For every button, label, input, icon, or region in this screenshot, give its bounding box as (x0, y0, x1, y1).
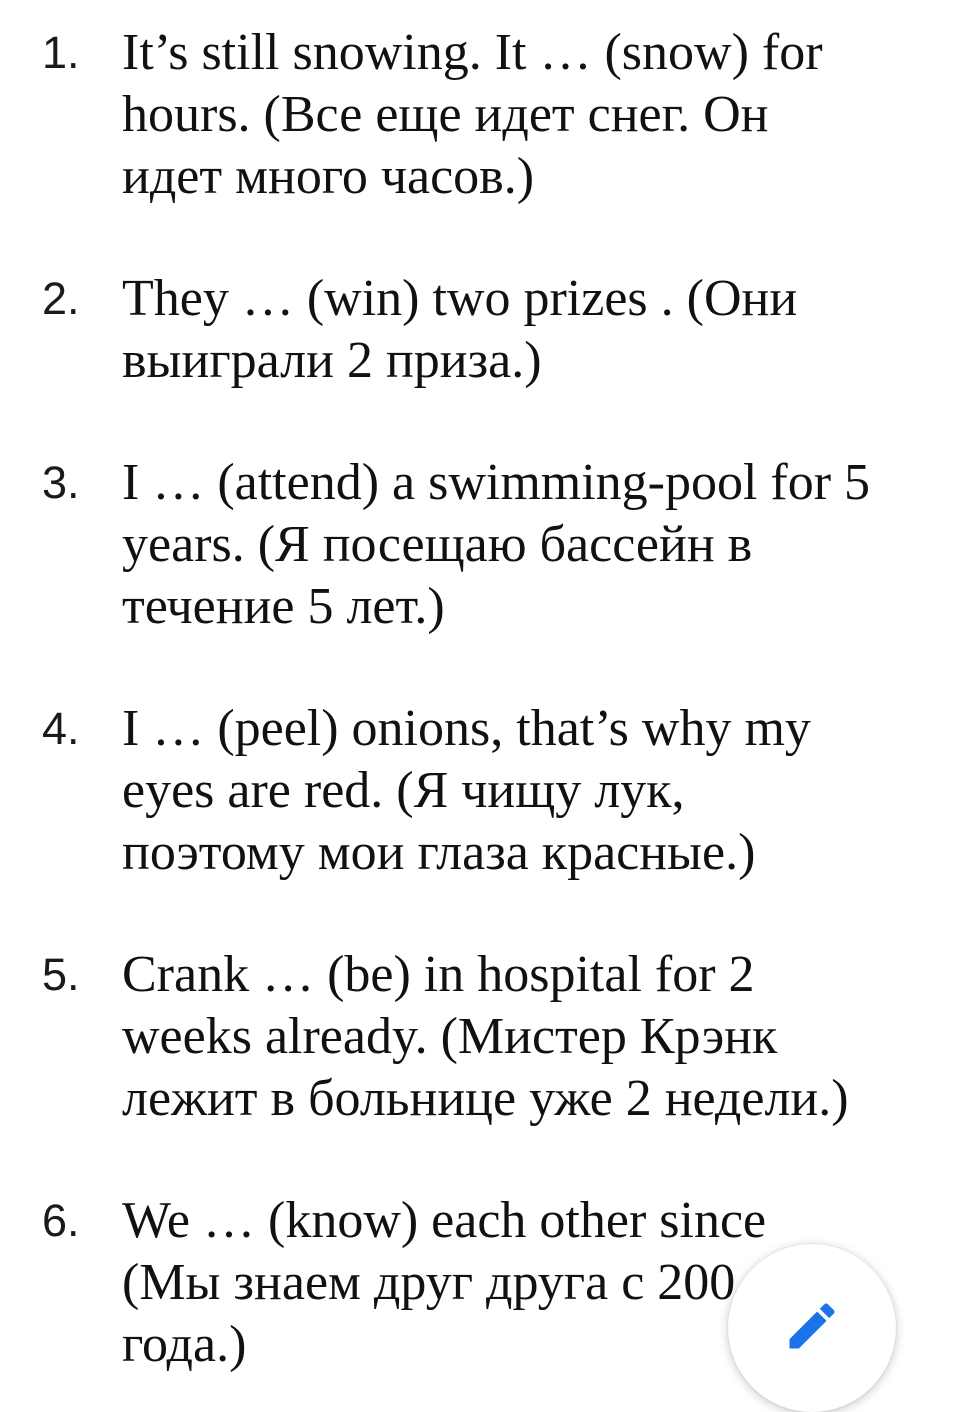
item-number: 2. (42, 273, 80, 324)
item-text (122, 944, 902, 1130)
item-text-line: года.) (122, 1316, 247, 1373)
item-text-line: лежит в больнице уже 2 недели.) (122, 1070, 849, 1127)
pencil-edit-icon (782, 1296, 842, 1356)
item-number: 6. (42, 1195, 80, 1246)
item-number: 4. (42, 703, 80, 754)
item-number: 1. (42, 27, 80, 78)
item-text-line: выиграли 2 приза.) (122, 332, 542, 389)
item-text-line: (Мы знаем друг друга с 200 (122, 1254, 736, 1311)
item-text (122, 22, 902, 208)
item-text-line: течение 5 лет.) (122, 578, 445, 635)
item-text (122, 452, 902, 638)
item-text-line: It’s still snowing. It … (snow) for (122, 24, 823, 81)
item-text-line: идет много часов.) (122, 148, 535, 205)
item-number: 5. (42, 949, 80, 1000)
item-text-line: Crank … (be) in hospital for 2 (122, 946, 755, 1003)
item-number: 3. (42, 457, 80, 508)
item-text-line: eyes are red. (Я чищу лук, (122, 762, 685, 819)
item-text-line: hours. (Все еще идет снег. Он (122, 86, 769, 143)
item-text-line: I … (peel) onions, that’s why my (122, 700, 811, 757)
edit-fab-button[interactable] (728, 1244, 896, 1412)
item-text-line: I … (attend) a swimming-pool for 5 (122, 454, 871, 511)
item-text-line: years. (Я посещаю бассейн в (122, 516, 753, 573)
item-text-line: поэтому мои глаза красные.) (122, 824, 756, 881)
item-text (122, 268, 902, 392)
item-text-line: We … (know) each other since (122, 1192, 767, 1249)
item-text (122, 698, 902, 884)
item-text-line: They … (win) two prizes . (Они (122, 270, 798, 327)
item-text-line: weeks already. (Мистер Крэнк (122, 1008, 778, 1065)
